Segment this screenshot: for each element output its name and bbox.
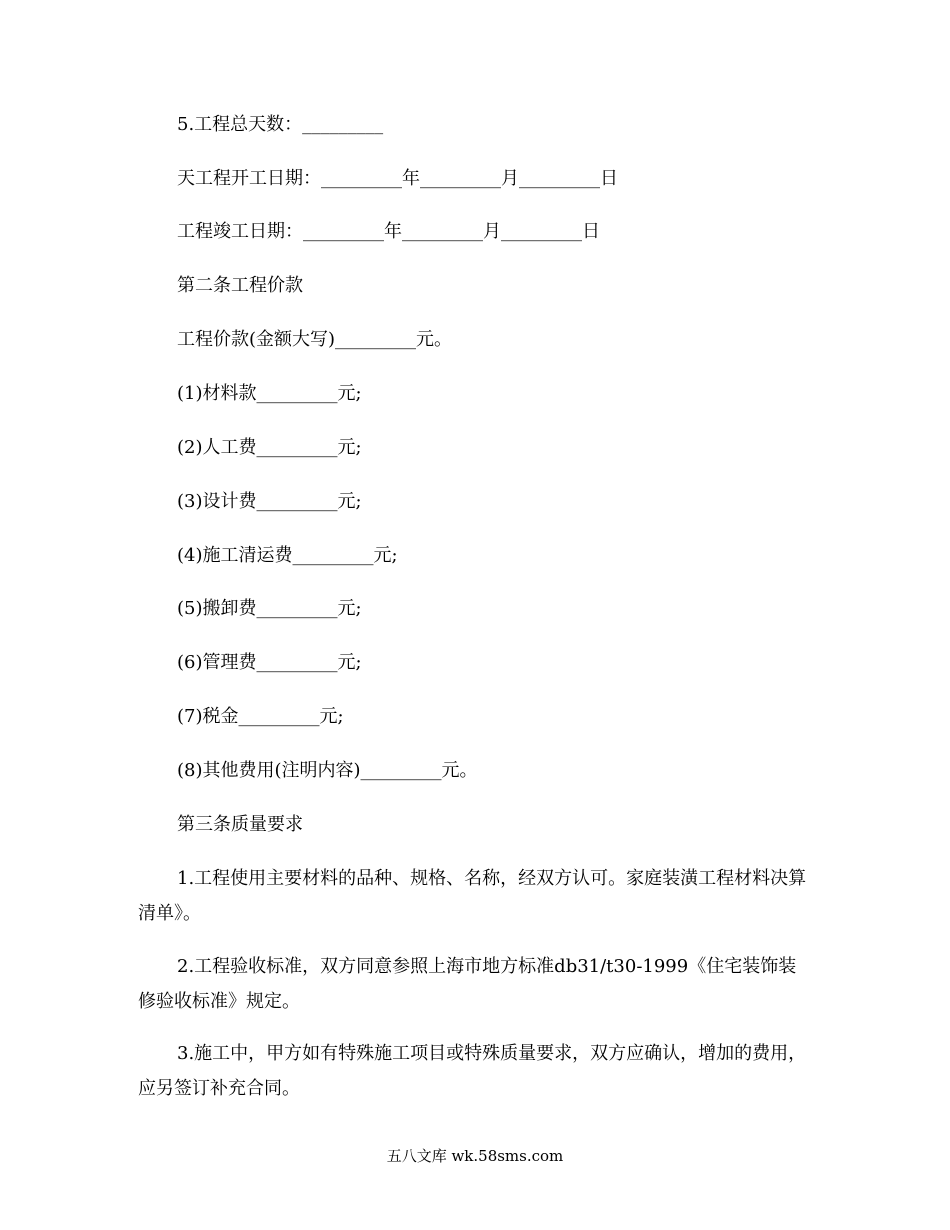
start-date-line: 天工程开工日期：_________年_________月_________日	[177, 168, 618, 189]
tax-line: (7)税金_________元;	[177, 706, 344, 727]
cleanup-cost-line: (4)施工清运费_________元;	[177, 545, 398, 566]
quality-paragraph-1: 1.工程使用主要材料的品种、规格、名称，经双方认可。家庭装潢工程材料决算清单》。	[138, 868, 807, 924]
management-cost-line: (6)管理费_________元;	[177, 652, 362, 673]
other-cost-line: (8)其他费用(注明内容)_________元。	[177, 760, 478, 781]
material-cost-line: (1)材料款_________元;	[177, 383, 362, 404]
design-cost-line: (3)设计费_________元;	[177, 491, 362, 512]
quality-paragraph-2: 2.工程验收标准，双方同意参照上海市地方标准db31/t30-1999《住宅装饰装修验收标准》规定。	[138, 956, 797, 1012]
total-price-line: 工程价款(金额大写)_________元。	[177, 329, 453, 350]
section-heading-quality: 第三条质量要求	[177, 814, 303, 835]
footer-watermark: 五八文库 wk.58sms.com	[386, 1147, 564, 1165]
handling-cost-line: (5)搬卸费_________元;	[177, 598, 362, 619]
section-heading-price: 第二条工程价款	[177, 275, 303, 296]
quality-paragraph-3: 3.施工中，甲方如有特殊施工项目或特殊质量要求，双方应确认，增加的费用，应另签订补充合同。	[138, 1043, 807, 1099]
labor-cost-line: (2)人工费_________元;	[177, 437, 362, 458]
completion-date-line: 工程竣工日期：_________年_________月_________日	[177, 221, 600, 242]
total-days-line: 5.工程总天数：_________	[177, 114, 384, 135]
